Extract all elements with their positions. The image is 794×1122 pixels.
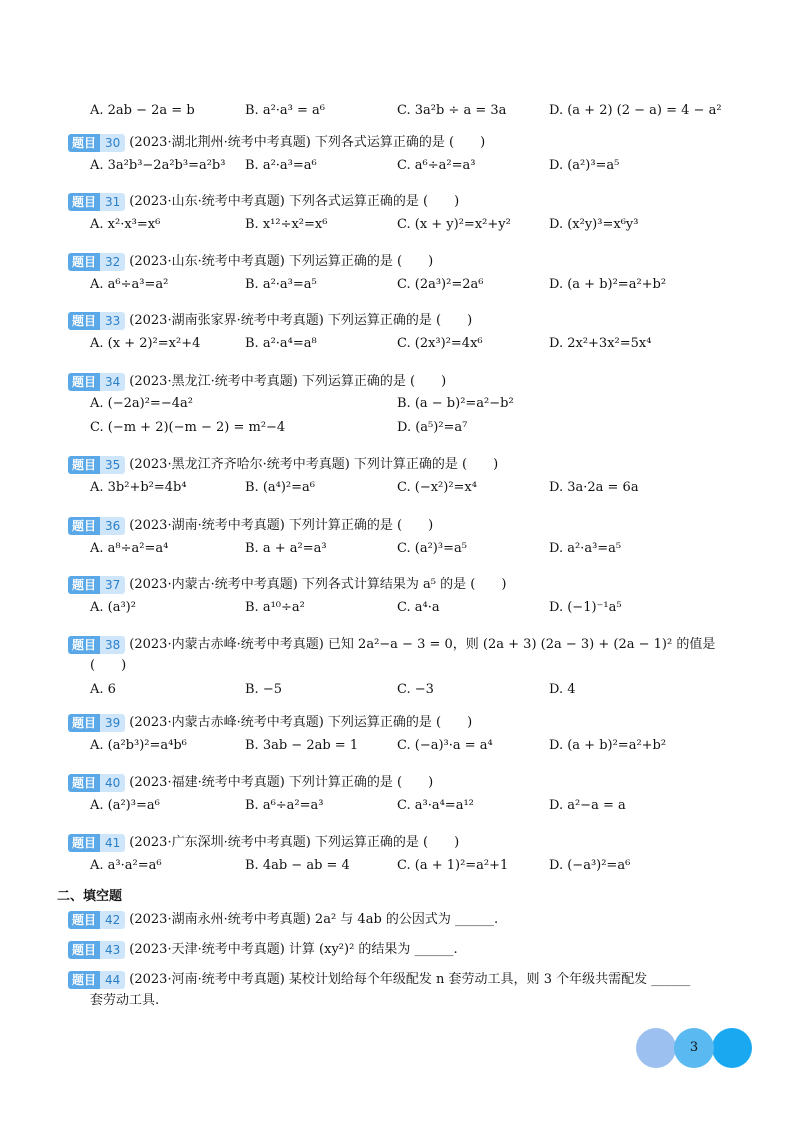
badge-number: 41 (100, 834, 125, 852)
option-a: A. (x + 2)²=x²+4 (90, 336, 201, 351)
badge-label: 题目 (68, 941, 100, 959)
question-badge (68, 636, 125, 654)
badge-label: 题目 (68, 636, 100, 654)
option-a: A. x²·x³=x⁶ (90, 217, 161, 232)
option-c: C. (−a)³·a = a⁴ (397, 738, 493, 753)
option-d: D. (a + b)²=a²+b² (549, 738, 667, 753)
fill-question-item (68, 910, 748, 930)
option-c: C. (−x²)²=x⁴ (397, 480, 477, 495)
option-a: A. (a³)² (90, 600, 136, 615)
option-d: D. 3a·2a = 6a (549, 480, 639, 495)
option-b: B. a²·a³ = a⁶ (245, 103, 325, 118)
option-d: D. (a⁵)²=a⁷ (397, 420, 468, 435)
option-d: D. (a + b)²=a²+b² (549, 277, 667, 292)
question-stem-continued: 套劳动工具. (90, 993, 160, 1008)
question-item (68, 833, 748, 879)
question-item (68, 192, 748, 238)
badge-number: 42 (100, 911, 125, 929)
badge-number: 34 (100, 373, 125, 391)
pager-circle-left (636, 1028, 676, 1068)
question-badge (68, 134, 125, 152)
question-badge (68, 456, 125, 474)
option-b: B. (a⁴)²=a⁶ (245, 480, 315, 495)
badge-label: 题目 (68, 456, 100, 474)
option-a: A. (a²b³)²=a⁴b⁶ (90, 738, 187, 753)
option-d: D. a²−a = a (549, 798, 626, 813)
options-row (68, 331, 748, 357)
option-c: C. −3 (397, 682, 434, 697)
badge-number: 31 (100, 193, 125, 211)
option-d: D. (−1)⁻¹a⁵ (549, 600, 622, 615)
badge-label: 题目 (68, 134, 100, 152)
badge-label: 题目 (68, 834, 100, 852)
option-b: B. a + a²=a³ (245, 541, 327, 556)
question-stem: (2023·河南·统考中考真题) 某校计划给每个年级配发 n 套劳动工具，则 3 个年级共需配发 ______ (129, 972, 691, 987)
question-item (68, 311, 748, 357)
option-c: C. (a²)³=a⁵ (397, 541, 467, 556)
badge-number: 39 (100, 714, 125, 732)
badge-label: 题目 (68, 971, 100, 989)
option-a: A. 2ab − 2a = b (90, 103, 195, 118)
option-b: B. x¹²÷x²=x⁶ (245, 217, 328, 232)
option-a: A. (a²)³=a⁶ (90, 798, 160, 813)
option-b: B. 3ab − 2ab = 1 (245, 738, 359, 753)
badge-label: 题目 (68, 576, 100, 594)
question-badge (68, 312, 125, 330)
option-b: B. a²·a³=a⁵ (245, 277, 317, 292)
question-badge (68, 576, 125, 594)
options-row (68, 416, 748, 440)
options-row (68, 853, 748, 879)
question-badge (68, 373, 125, 391)
question-badge (68, 834, 125, 852)
badge-label: 题目 (68, 253, 100, 271)
question-stem: (2023·天津·统考中考真题) 计算 (xy²)² 的结果为 ______. (129, 942, 458, 957)
option-c: C. 3a²b ÷ a = 3a (397, 103, 507, 118)
question-stem: (2023·山东·统考中考真题) 下列运算正确的是 ( ) (129, 254, 434, 269)
option-b: B. a¹⁰÷a² (245, 600, 305, 615)
badge-number: 30 (100, 134, 125, 152)
options-row (68, 536, 748, 562)
option-a: A. a³·a²=a⁶ (90, 858, 162, 873)
question-badge (68, 911, 125, 929)
question-29-options (68, 98, 748, 124)
option-d: D. (a + 2) (2 − a) = 4 − a² (549, 103, 722, 118)
option-c: C. (x + y)²=x²+y² (397, 217, 511, 232)
question-item (68, 516, 748, 562)
badge-number: 44 (100, 971, 125, 989)
badge-label: 题目 (68, 714, 100, 732)
question-badge (68, 193, 125, 211)
badge-label: 题目 (68, 911, 100, 929)
question-stem: (2023·内蒙古赤峰·统考中考真题) 下列运算正确的是 ( ) (129, 715, 473, 730)
question-item (68, 372, 748, 440)
option-a: A. a⁶÷a³=a² (90, 277, 169, 292)
question-item (68, 713, 748, 759)
question-badge (68, 517, 125, 535)
question-stem: (2023·广东深圳·统考中考真题) 下列运算正确的是 ( ) (129, 835, 460, 850)
options-row (68, 392, 748, 416)
badge-label: 题目 (68, 774, 100, 792)
option-c: C. (2a³)²=2a⁶ (397, 277, 484, 292)
question-badge (68, 774, 125, 792)
options-row (68, 595, 748, 621)
option-a: A. 3b²+b²=4b⁴ (90, 480, 187, 495)
question-stem: (2023·黑龙江·统考中考真题) 下列运算正确的是 ( ) (129, 374, 447, 389)
option-c: C. (a + 1)²=a²+1 (397, 858, 509, 873)
question-item (68, 773, 748, 819)
options-row (68, 793, 748, 819)
question-badge (68, 971, 125, 989)
question-stem: (2023·内蒙古赤峰·统考中考真题) 已知 2a²−a − 3 = 0，则 (2a + 3) (2a − 3) + (2a − 1)² 的值是 (129, 637, 716, 652)
question-stem: (2023·湖南张家界·统考中考真题) 下列运算正确的是 ( ) (129, 313, 473, 328)
question-stem: (2023·内蒙古·统考中考真题) 下列各式计算结果为 a⁵ 的是 ( ) (129, 577, 507, 592)
option-a: A. 6 (90, 682, 116, 697)
question-item (68, 133, 748, 179)
option-b: B. a²·a⁴=a⁸ (245, 336, 317, 351)
badge-number: 35 (100, 456, 125, 474)
question-stem: (2023·湖南·统考中考真题) 下列计算正确的是 ( ) (129, 518, 434, 533)
badge-label: 题目 (68, 312, 100, 330)
fill-question-item (68, 970, 748, 1012)
question-stem: (2023·福建·统考中考真题) 下列计算正确的是 ( ) (129, 775, 434, 790)
page-number-badge (636, 1028, 754, 1068)
pager-circle-right (712, 1028, 752, 1068)
options-row (68, 272, 748, 298)
option-d: D. 4 (549, 682, 576, 697)
option-d: D. (x²y)³=x⁶y³ (549, 217, 639, 232)
question-stem: (2023·湖北荆州·统考中考真题) 下列各式运算正确的是 ( ) (129, 135, 486, 150)
option-a: A. a⁸÷a²=a⁴ (90, 541, 169, 556)
badge-label: 题目 (68, 193, 100, 211)
section-title: 二、填空题 (57, 889, 123, 904)
badge-label: 题目 (68, 373, 100, 391)
fill-question-item (68, 940, 748, 960)
badge-number: 40 (100, 774, 125, 792)
options-row (68, 212, 748, 238)
option-d: D. 2x²+3x²=5x⁴ (549, 336, 652, 351)
options-row (68, 153, 748, 179)
question-item (68, 455, 748, 501)
question-stem-continued: ( ) (90, 658, 127, 673)
question-stem: (2023·湖南永州·统考中考真题) 2a² 与 4ab 的公因式为 ______. (129, 912, 499, 927)
question-badge (68, 253, 125, 271)
options-row (68, 733, 748, 759)
option-a: A. 3a²b³−2a²b³=a²b³ (90, 158, 226, 173)
badge-number: 43 (100, 941, 125, 959)
option-b: B. 4ab − ab = 4 (245, 858, 350, 873)
option-c: C. (−m + 2)(−m − 2) = m²−4 (90, 420, 286, 435)
badge-label: 题目 (68, 517, 100, 535)
badge-number: 37 (100, 576, 125, 594)
option-d: D. a²·a³=a⁵ (549, 541, 622, 556)
option-b: B. a²·a³=a⁶ (245, 158, 317, 173)
question-stem: (2023·黑龙江齐齐哈尔·统考中考真题) 下列计算正确的是 ( ) (129, 457, 499, 472)
question-item (68, 252, 748, 298)
option-d: D. (−a³)²=a⁶ (549, 858, 631, 873)
option-c: C. a⁶÷a²=a³ (397, 158, 476, 173)
option-b: B. (a − b)²=a²−b² (397, 396, 514, 411)
options-row (68, 475, 748, 501)
option-b: B. a⁶÷a²=a³ (245, 798, 324, 813)
options-row (68, 677, 748, 703)
option-c: C. a³·a⁴=a¹² (397, 798, 474, 813)
option-c: C. a⁴·a (397, 600, 440, 615)
option-b: B. −5 (245, 682, 282, 697)
page-number: 3 (674, 1028, 714, 1068)
question-badge (68, 714, 125, 732)
badge-number: 33 (100, 312, 125, 330)
question-item (68, 575, 748, 621)
question-badge (68, 941, 125, 959)
badge-number: 36 (100, 517, 125, 535)
badge-number: 38 (100, 636, 125, 654)
badge-number: 32 (100, 253, 125, 271)
option-a: A. (−2a)²=−4a² (90, 396, 193, 411)
question-item (68, 635, 748, 703)
question-stem: (2023·山东·统考中考真题) 下列各式运算正确的是 ( ) (129, 194, 460, 209)
option-d: D. (a²)³=a⁵ (549, 158, 620, 173)
option-c: C. (2x³)²=4x⁶ (397, 336, 483, 351)
